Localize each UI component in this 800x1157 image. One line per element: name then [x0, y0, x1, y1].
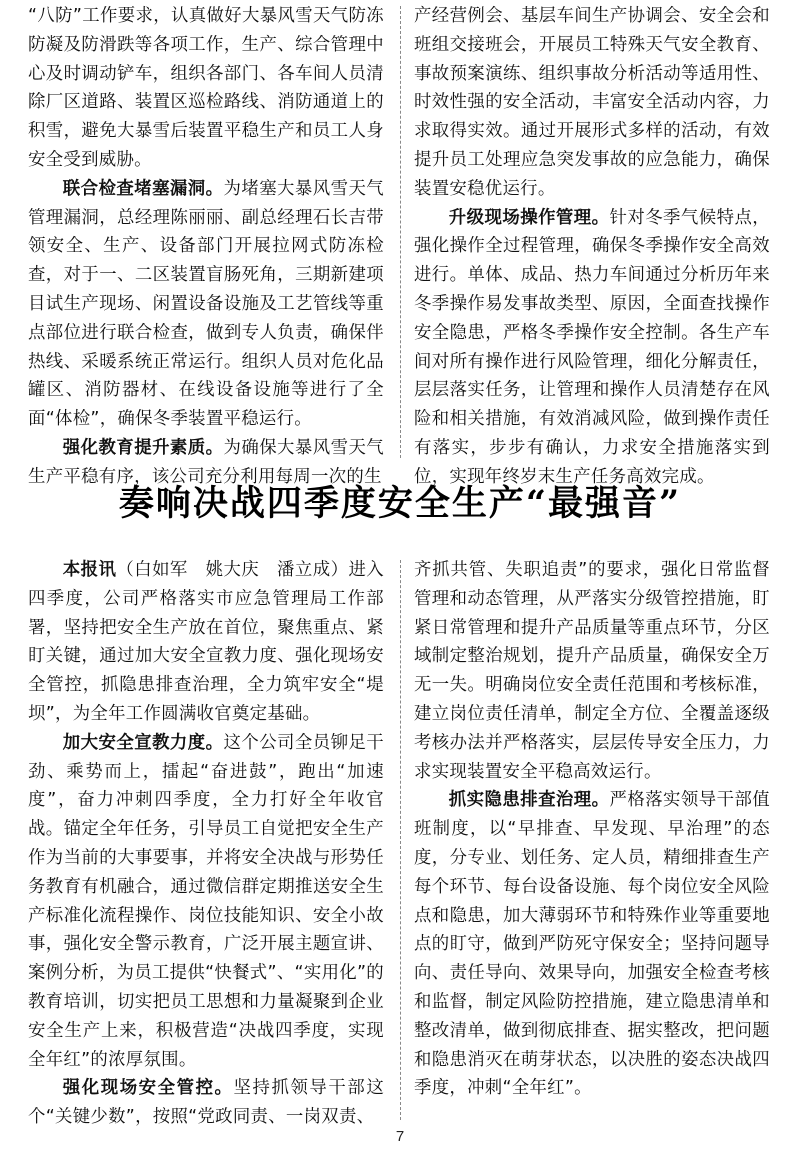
paragraph: [28, 729, 384, 1075]
paragraph-body: 这个公司全员铆足干劲、乘势而上，擂起“奋进鼓”，跑出“加速度”，奋力冲刺四季度，全力打好全年收官战。锚定全年任务，引导员工自觉把安全生产作为当前的大事要事，并将安全决战与形势任务教育有机融合，通过微信群定期推送安全生产标准化流程操作、岗位技能知识、安全小故事，强化安全警示教育，广泛开展主题宣讲、案例分析，为员工提供“快餐式”、“实用化”的教育培训，切实把员工思想和力量凝聚到企业安全生产上来，积极营造“决战四季度，实现全年红”的浓厚氛围。: [28, 732, 385, 1070]
column-divider: [400, 560, 401, 1120]
paragraph-body: 为堵塞大暴风雪天气管理漏洞，总经理陈丽丽、副总经理石长吉带领安全、生产、设备部门开展拉网式防冻检查，对于一、二区装置盲肠死角，三期新建项目试生产现场、闲置设备设施及工艺管线等重点部位进行联合检查，做到专人负责，确保伴热线、采暖系统正常运行。组织人员对危化品罐区、消防器材、在线设备设施等进行了全面“体检”，确保冬季装置平稳运行。: [28, 178, 385, 430]
paragraph: [28, 556, 384, 729]
paragraph: 齐抓共管、失职追责”的要求，强化日常监督管理和动态管理，从严落实分级管控措施，盯紧日常管理和提升产品质量等重点环节，分区域制定整治规划，提升产品质量，确保安全万无一失。明确岗位安全责任范围和考核标准，建立岗位责任清单，制定全方位、全覆盖逐级考核办法并严格落实，层层传导安全压力，力求实现装置安全平稳高效运行。: [414, 560, 770, 782]
paragraph-lead: 升级现场操作管理。: [448, 207, 610, 228]
paragraph: “八防”工作要求，认真做好大暴风雪天气防冻防凝及防滑跌等各项工作，生产、综合管理中心及时调动铲车，组织各部门、各车间人员清除厂区道路、装置区巡检路线、消防通道上的积雪，避免大暴雪后装置平稳生产和员工人身安全受到威胁。: [28, 6, 384, 170]
paragraph-body: 严格落实领导干部值班制度，以“早排查、早发现、早治理”的态度，分专业、划任务、定人员，精细排查生产每个环节、每台设备设施、每个岗位安全风险点和隐患，加大薄弱环节和特殊作业等重要地点的盯守，做到严防死守保安全；坚持问题导向、责任导向、效果导向，加强安全检查考核和监督，制定风险防控措施，建立隐患清单和整改清单，做到彻底排查、据实整改，把问题和隐患消灭在萌芽状态，以决胜的姿态决战四季度，冲刺“全年红”。: [414, 790, 771, 1099]
paragraph-lead: 强化现场安全管控。: [62, 1078, 234, 1099]
paragraph-body: （白如军 姚大庆 潘立成）进入四季度，公司严格落实市应急管理局工作部署，坚持把安全生产放在首位，聚焦重点、紧盯关键，通过加大安全宣教力度、强化现场安全管控，抓隐患排查治理，全力筑牢安全“堤坝”，为全年工作圆满收官奠定基础。: [28, 560, 384, 724]
paragraph-body: 坚持抓领导干部这个“关键少数”，按照“党政同责、一岗双责、: [28, 1078, 385, 1128]
column-divider: [400, 6, 401, 458]
paragraph-lead: 强化教育提升素质。: [62, 437, 224, 458]
paragraph-lead: 加大安全宣教力度。: [62, 732, 224, 753]
paragraph: [28, 175, 384, 434]
paragraph-lead: 抓实隐患排查治理。: [448, 790, 610, 811]
paragraph-body: 针对冬季气候特点，强化操作全过程管理，确保冬季操作安全高效进行。单体、成品、热力车间通过分析历年来冬季操作易发事故类型、原因，全面查找操作安全隐患，严格冬季操作安全控制。各生产车间对所有操作进行风险管理，细化分解责任，层层落实任务，让管理和操作人员清楚存在风险和相关措施，有效消减风险，做到操作责任有落实，步步有确认，力求安全措施落实到位，实现年终岁末生产任务高效完成。: [414, 207, 771, 487]
paragraph: [414, 786, 770, 1103]
top-left-column: [28, 2, 384, 492]
paragraph: [414, 204, 770, 492]
paragraph-lead: 本报讯: [62, 560, 117, 580]
article-headline: 奏响决战四季度安全生产“最强音”: [118, 483, 682, 524]
bottom-left-column: [28, 556, 384, 1132]
paragraph-body: 为确保大暴风雪天气生产平稳有序，该公司充分利用每周一次的生: [28, 437, 385, 487]
top-right-column: [414, 2, 770, 492]
page-number: 7: [395, 1128, 405, 1145]
paragraph: 产经营例会、基层车间生产协调会、安全会和班组交接班会，开展员工特殊天气安全教育、事故预案演练、组织事故分析活动等适用性、时效性强的安全活动，丰富安全活动内容，力求取得实效。通过开展形式多样的活动，有效提升员工处理应急突发事故的应急能力，确保装置安稳优运行。: [414, 6, 770, 199]
paragraph-lead: 联合检查堵塞漏洞。: [62, 178, 224, 199]
paragraph: [28, 1074, 384, 1132]
bottom-right-column: [414, 556, 770, 1103]
